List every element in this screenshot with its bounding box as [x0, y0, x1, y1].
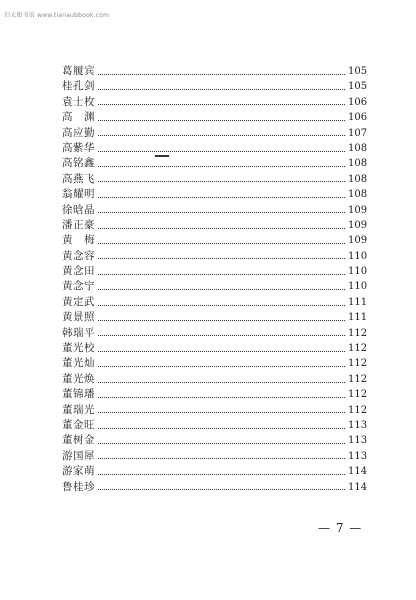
- entry-name: 黄念容: [62, 249, 95, 262]
- dot-leader: [98, 227, 345, 229]
- entry-name: 黄念宁: [62, 280, 95, 293]
- index-entry: [62, 156, 366, 171]
- entry-page-number: 108: [348, 142, 368, 154]
- entry-name: 黄 梅: [62, 234, 95, 247]
- index-entry: [62, 172, 366, 187]
- entry-page-number: 112: [348, 373, 368, 385]
- page-number-footer: — 7 —: [318, 521, 363, 535]
- entry-page-number: 111: [348, 296, 368, 308]
- entry-page-number: 106: [348, 96, 368, 108]
- index-entry: [62, 387, 366, 402]
- entry-page-number: 111: [348, 312, 368, 324]
- entry-name: 黄念田: [62, 265, 95, 278]
- index-entry: [62, 64, 366, 79]
- dot-leader: [98, 88, 345, 90]
- entry-page-number: 108: [348, 189, 368, 201]
- dot-leader: [98, 381, 345, 383]
- dot-leader: [98, 103, 345, 105]
- entry-page-number: 108: [348, 173, 368, 185]
- index-entry: [62, 326, 366, 341]
- entry-page-number: 114: [348, 466, 368, 478]
- entry-name: 潘正豪: [62, 218, 95, 231]
- dot-leader: [98, 119, 345, 121]
- index-entry: [62, 295, 366, 310]
- index-entry: [62, 249, 366, 264]
- dot-leader: [98, 150, 345, 152]
- entry-name: 韩瑞平: [62, 326, 95, 339]
- printed-mark: [155, 155, 169, 157]
- entry-page-number: 110: [348, 281, 368, 293]
- entry-name: 董金旺: [62, 418, 95, 431]
- index-entry: [62, 341, 366, 356]
- dot-leader: [98, 257, 345, 259]
- index-entry: [62, 203, 366, 218]
- entry-name: 高应勤: [62, 126, 95, 139]
- entry-name: 董光校: [62, 342, 95, 355]
- dot-leader: [98, 488, 345, 490]
- dot-leader: [98, 273, 345, 275]
- index-entry: [62, 464, 366, 479]
- dot-leader: [98, 304, 345, 306]
- entry-page-number: 109: [348, 235, 368, 247]
- index-entry: [62, 418, 366, 433]
- entry-page-number: 112: [348, 343, 368, 355]
- index-entry: [62, 95, 366, 110]
- index-entry: [62, 279, 366, 294]
- dot-leader: [98, 365, 345, 367]
- entry-page-number: 105: [348, 81, 368, 93]
- dot-leader: [98, 180, 345, 182]
- dot-leader: [98, 211, 345, 213]
- dot-leader: [98, 73, 345, 75]
- entry-page-number: 107: [348, 127, 368, 139]
- dot-leader: [98, 334, 345, 336]
- index-entry: [62, 403, 366, 418]
- entry-page-number: 110: [348, 250, 368, 262]
- entry-page-number: 110: [348, 266, 368, 278]
- dot-leader: [98, 396, 345, 398]
- dot-leader: [98, 242, 345, 244]
- dot-leader: [98, 288, 345, 290]
- entry-name: 徐晗晶: [62, 203, 95, 216]
- dot-leader: [98, 427, 345, 429]
- index-entry: [62, 372, 366, 387]
- entry-page-number: 109: [348, 204, 368, 216]
- dot-leader: [98, 442, 345, 444]
- entry-name: 翁耀明: [62, 188, 95, 201]
- index-entry: [62, 141, 366, 156]
- entry-name: 鲁桂珍: [62, 480, 95, 493]
- entry-page-number: 105: [348, 66, 368, 77]
- entry-page-number: 113: [348, 435, 368, 447]
- entry-page-number: 108: [348, 158, 368, 170]
- entry-name: 高燕飞: [62, 172, 95, 185]
- entry-name: 游家萌: [62, 465, 95, 478]
- entry-name: 桂孔剑: [62, 80, 95, 93]
- index-entry: [62, 449, 366, 464]
- index-entry: [62, 433, 366, 448]
- entry-page-number: 113: [348, 450, 368, 462]
- index-entry: [62, 187, 366, 202]
- entry-name: 黄景照: [62, 311, 95, 324]
- entry-name: 高 渊: [62, 111, 95, 124]
- index-entry: [62, 126, 366, 141]
- entry-page-number: 109: [348, 219, 368, 231]
- index-entry: [62, 356, 366, 371]
- entry-name: 高紫华: [62, 141, 95, 154]
- entry-name: 董光焕: [62, 372, 95, 385]
- entry-name: 葛履宾: [62, 65, 95, 77]
- dot-leader: [98, 411, 345, 413]
- entry-name: 董瑞光: [62, 403, 95, 416]
- dot-leader: [98, 319, 345, 321]
- entry-name: 高铭鑫: [62, 157, 95, 170]
- entry-name: 董光灿: [62, 357, 95, 370]
- index-entry: [62, 79, 366, 94]
- entry-page-number: 106: [348, 112, 368, 124]
- watermark-text: 旧太图书馆 www.tianaubbook.com: [4, 12, 110, 19]
- index-entry: [62, 110, 366, 125]
- entry-page-number: 112: [348, 327, 368, 339]
- index-entry: [62, 264, 366, 279]
- entry-name: 董树金: [62, 434, 95, 447]
- dot-leader: [98, 473, 345, 475]
- index-entry: [62, 310, 366, 325]
- entry-page-number: 113: [348, 419, 368, 431]
- entry-name: 黄定武: [62, 295, 95, 308]
- dot-leader: [98, 350, 345, 352]
- index-entry: [62, 218, 366, 233]
- index-list: [62, 64, 366, 495]
- index-entry: [62, 233, 366, 248]
- index-entry: [62, 480, 366, 495]
- entry-page-number: 112: [348, 389, 368, 401]
- dot-leader: [98, 134, 345, 136]
- entry-page-number: 114: [348, 481, 368, 493]
- dot-leader: [98, 165, 345, 167]
- entry-page-number: 112: [348, 358, 368, 370]
- entry-name: 袁士枚: [62, 95, 95, 108]
- dot-leader: [98, 196, 345, 198]
- dot-leader: [98, 457, 345, 459]
- entry-name: 董锦璠: [62, 388, 95, 401]
- entry-name: 游国犀: [62, 449, 95, 462]
- entry-page-number: 112: [348, 404, 368, 416]
